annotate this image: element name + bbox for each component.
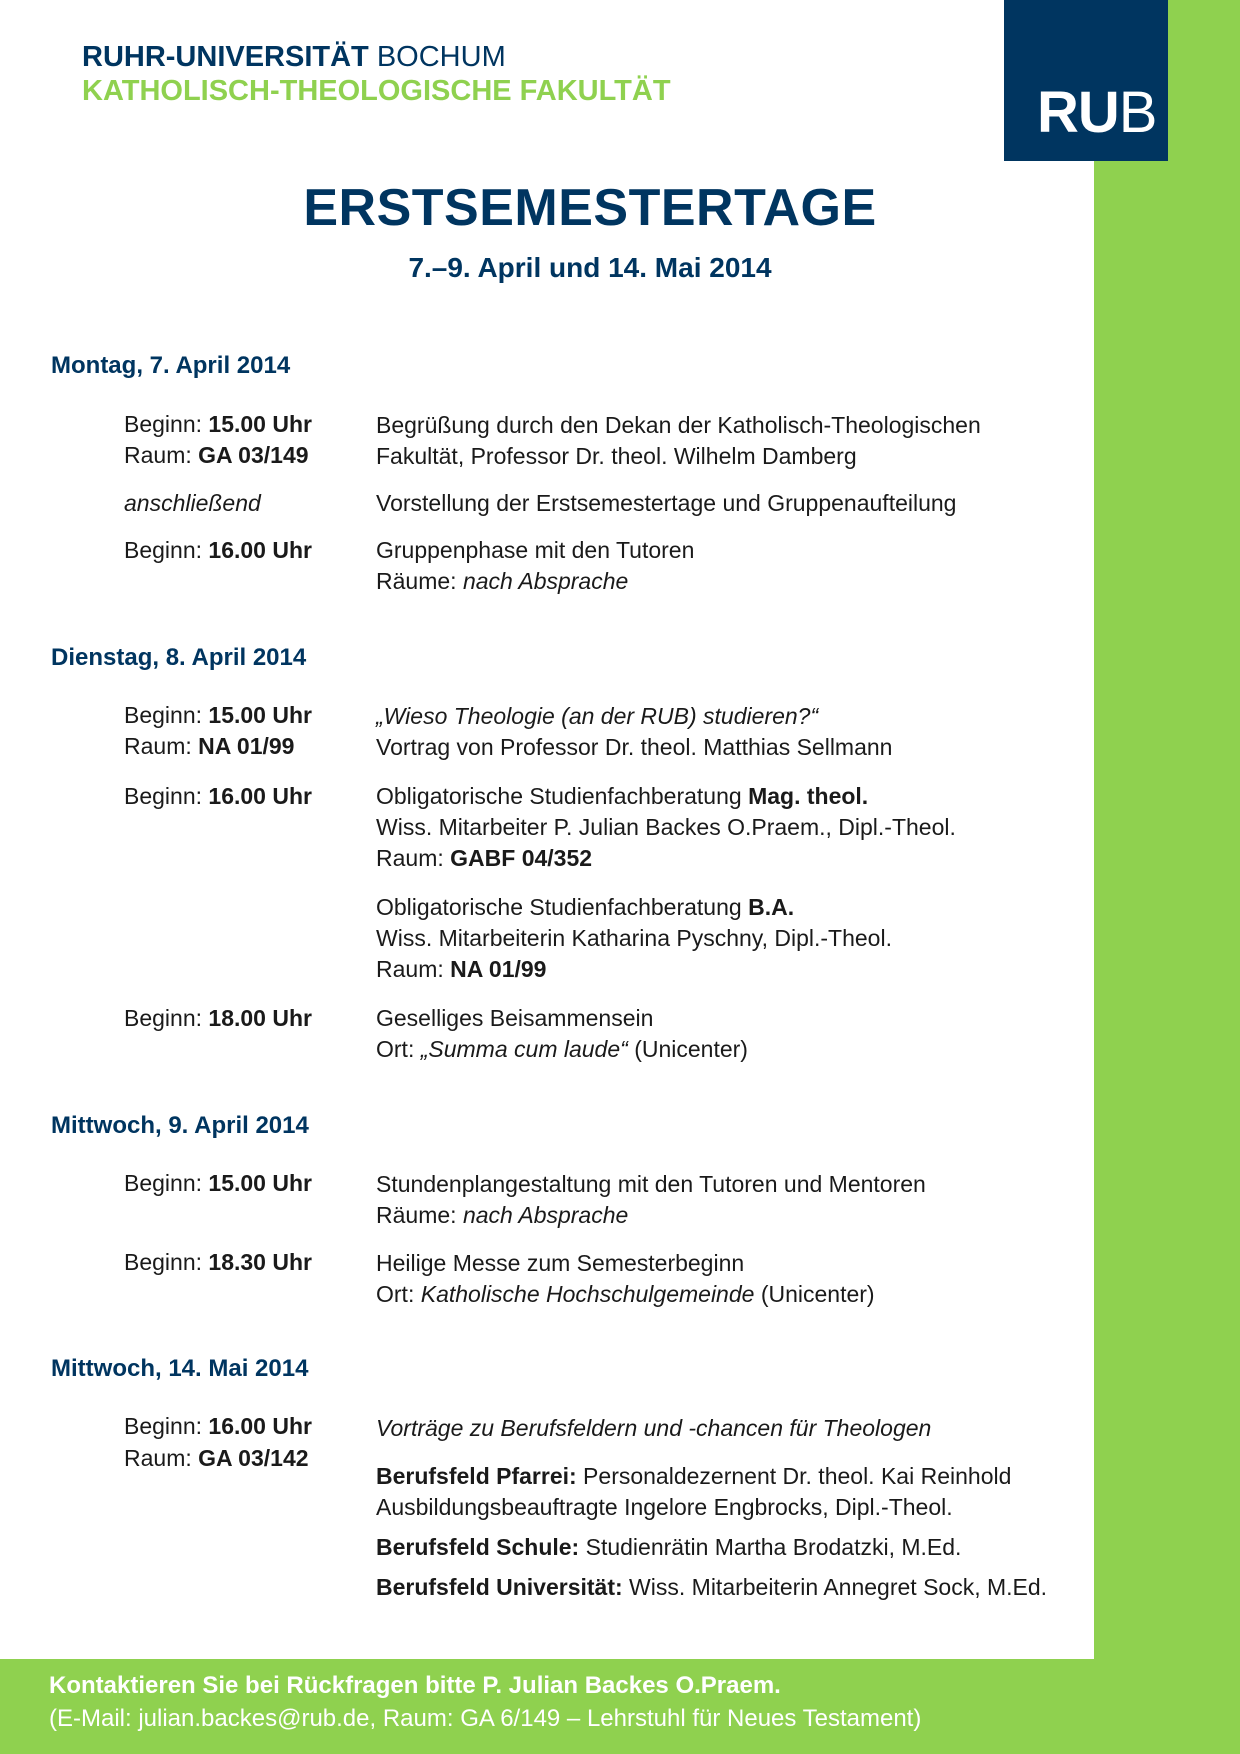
event-room: Raum: GA 03/142	[124, 1445, 309, 1471]
event-time: Beginn: 16.00 Uhr	[124, 537, 312, 563]
university-header	[82, 40, 671, 108]
event-description: Heilige Messe zum Semesterbeginn	[376, 1250, 745, 1276]
day-heading: Montag, 7. April 2014	[51, 352, 291, 379]
day-heading: Dienstag, 8. April 2014	[51, 644, 307, 671]
event-room: Räume: nach Absprache	[376, 568, 629, 594]
event-room: Raum: GA 03/149	[124, 442, 309, 468]
page-subtitle: 7.–9. April und 14. Mai 2014	[408, 252, 772, 283]
event-time: Beginn: 16.00 Uhr	[124, 783, 312, 809]
event-description: Wiss. Mitarbeiter P. Julian Backes O.Praem., Dipl.-Theol.	[376, 814, 956, 840]
university-city: BOCHUM	[376, 41, 506, 73]
day-heading: Mittwoch, 9. April 2014	[51, 1112, 309, 1139]
event-place: Ort: „Summa cum laude“ (Unicenter)	[376, 1036, 748, 1062]
event-description: Vorstellung der Erstsemestertage und Gruppenaufteilung	[376, 490, 957, 516]
event-description: Stundenplangestaltung mit den Tutoren und Mentoren	[376, 1171, 926, 1197]
event-time: Beginn: 16.00 Uhr	[124, 1413, 312, 1439]
page-title: ERSTSEMESTERTAGE	[303, 179, 877, 237]
event-when: anschließend	[124, 490, 261, 516]
rub-logo-text: RUB	[1037, 80, 1157, 145]
event-room: Räume: nach Absprache	[376, 1202, 629, 1228]
event-time: Beginn: 15.00 Uhr	[124, 1170, 312, 1196]
day-heading: Mittwoch, 14. Mai 2014	[51, 1355, 309, 1382]
event-room: Raum: NA 01/99	[376, 956, 547, 982]
event-description: Berufsfeld Schule: Studienrätin Martha Brodatzki, M.Ed.	[376, 1534, 962, 1560]
event-description: Vortrag von Professor Dr. theol. Matthias Sellmann	[376, 734, 893, 760]
event-room: Raum: NA 01/99	[124, 733, 295, 759]
event-room: Raum: GABF 04/352	[376, 845, 593, 871]
event-time: Beginn: 15.00 Uhr	[124, 411, 312, 437]
contact-line: Kontaktieren Sie bei Rückfragen bitte P. Julian Backes O.Praem.	[49, 1672, 781, 1699]
event-description: Fakultät, Professor Dr. theol. Wilhelm Damberg	[376, 443, 857, 469]
event-description: Berufsfeld Pfarrei: Personaldezernent Dr. theol. Kai Reinhold	[376, 1463, 1012, 1489]
event-title: „Wieso Theologie (an der RUB) studieren?“	[376, 703, 819, 729]
event-description: Berufsfeld Universität: Wiss. Mitarbeiterin Annegret Sock, M.Ed.	[376, 1574, 1048, 1600]
event-description: Gruppenphase mit den Tutoren	[376, 537, 695, 563]
event-description: Geselliges Beisammensein	[376, 1005, 654, 1031]
event-time: Beginn: 18.30 Uhr	[124, 1249, 312, 1275]
event-title: Vorträge zu Berufsfeldern und -chancen für Theologen	[376, 1415, 932, 1441]
event-time: Beginn: 15.00 Uhr	[124, 702, 312, 728]
event-time: Beginn: 18.00 Uhr	[124, 1005, 312, 1031]
contact-details: (E-Mail: julian.backes@rub.de, Raum: GA 6/149 – Lehrstuhl für Neues Testament)	[49, 1705, 922, 1732]
event-description: Obligatorische Studienfachberatung Mag. theol.	[376, 783, 869, 809]
event-description: Wiss. Mitarbeiterin Katharina Pyschny, Dipl.-Theol.	[376, 925, 892, 951]
event-description: Begrüßung durch den Dekan der Katholisch-Theologischen	[376, 412, 981, 438]
event-description: Ausbildungsbeauftragte Ingelore Engbrocks, Dipl.-Theol.	[376, 1494, 953, 1520]
university-name: RUHR-UNIVERSITÄT	[82, 41, 369, 73]
event-place: Ort: Katholische Hochschulgemeinde (Unicenter)	[376, 1281, 875, 1307]
event-description: Obligatorische Studienfachberatung B.A.	[376, 894, 795, 920]
faculty-name: KATHOLISCH-THEOLOGISCHE FAKULTÄT	[82, 75, 671, 107]
